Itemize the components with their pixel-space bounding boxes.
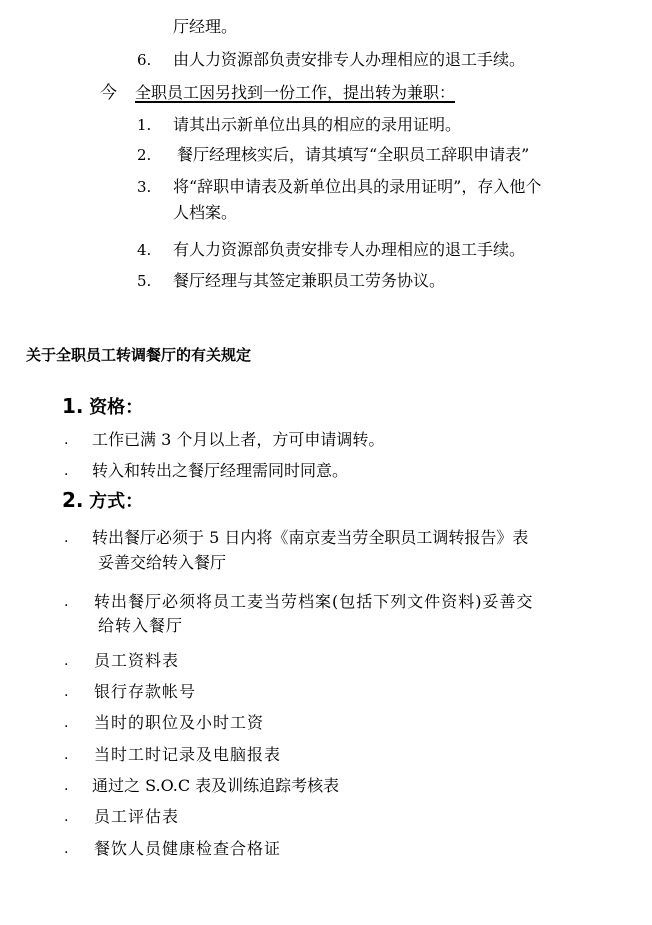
bullet: .	[64, 715, 69, 731]
case-heading: 全职员工因另找到一份工作，提出转为兼职：	[135, 83, 456, 102]
bullet: .	[64, 530, 69, 546]
continuation-line: 厅经理。	[173, 17, 238, 36]
step-1-number: 1.	[137, 116, 152, 134]
heading-qualification	[62, 393, 143, 419]
heading-2-text: 方式：	[89, 491, 144, 512]
case-symbol: 今	[100, 83, 117, 103]
step-2-text: 餐厅经理核实后，请其填写“全职员工辞职申请表”	[177, 145, 530, 164]
file-item: 餐饮人员健康检查合格证	[94, 839, 282, 858]
bullet: .	[64, 809, 69, 825]
method-item-2-line-2: 给转入餐厅	[98, 616, 184, 635]
qualification-item-2: 转入和转出之餐厅经理需同时同意。	[92, 461, 349, 480]
heading-method	[62, 487, 143, 513]
bullet: .	[64, 778, 69, 794]
file-item: 员工评估表	[94, 807, 180, 826]
bullet: .	[64, 841, 69, 857]
method-item-2-line-1: 转出餐厅必须将员工麦当劳档案(包括下列文件资料)妥善交	[94, 592, 534, 611]
file-item: 当时工时记录及电脑报表	[94, 745, 282, 764]
file-item: 通过之 S.O.C 表及训练追踪考核表	[92, 776, 340, 795]
file-item: 银行存款帐号	[94, 682, 197, 701]
bullet: .	[64, 432, 69, 448]
bullet: .	[64, 463, 69, 479]
bullet: .	[64, 594, 69, 610]
step-4-number: 4.	[137, 241, 152, 259]
step-5-number: 5.	[137, 272, 152, 290]
step-3-number: 3.	[137, 178, 152, 196]
file-item: 当时的职位及小时工资	[94, 713, 265, 732]
file-item: 员工资料表	[94, 651, 180, 670]
bullet: .	[64, 747, 69, 763]
step-3-continuation: 人档案。	[173, 203, 238, 222]
bullet: .	[64, 653, 69, 669]
step-3-text: 将“辞职申请表及新单位出具的录用证明”，存入他个	[173, 177, 542, 196]
heading-1-number: 1.	[62, 394, 84, 418]
step-2-number: 2.	[137, 146, 152, 164]
method-item-1-line-2: 妥善交给转入餐厅	[98, 553, 227, 572]
qualification-item-1: 工作已满 3 个月以上者，方可申请调转。	[92, 430, 385, 449]
section-title: 关于全职员工转调餐厅的有关规定	[26, 346, 252, 364]
heading-2-number: 2.	[62, 488, 84, 512]
bullet: .	[64, 684, 69, 700]
step-1-text: 请其出示新单位出具的相应的录用证明。	[173, 115, 462, 134]
heading-1-text: 资格：	[89, 397, 144, 418]
item-6-text: 由人力资源部负责安排专人办理相应的退工手续。	[173, 50, 526, 69]
step-4-text: 有人力资源部负责安排专人办理相应的退工手续。	[173, 240, 526, 259]
method-item-1-line-1: 转出餐厅必须于 5 日内将《南京麦当劳全职员工调转报告》表	[92, 528, 529, 547]
item-6-number: 6.	[137, 51, 152, 69]
step-5-text: 餐厅经理与其签定兼职员工劳务协议。	[173, 271, 446, 290]
